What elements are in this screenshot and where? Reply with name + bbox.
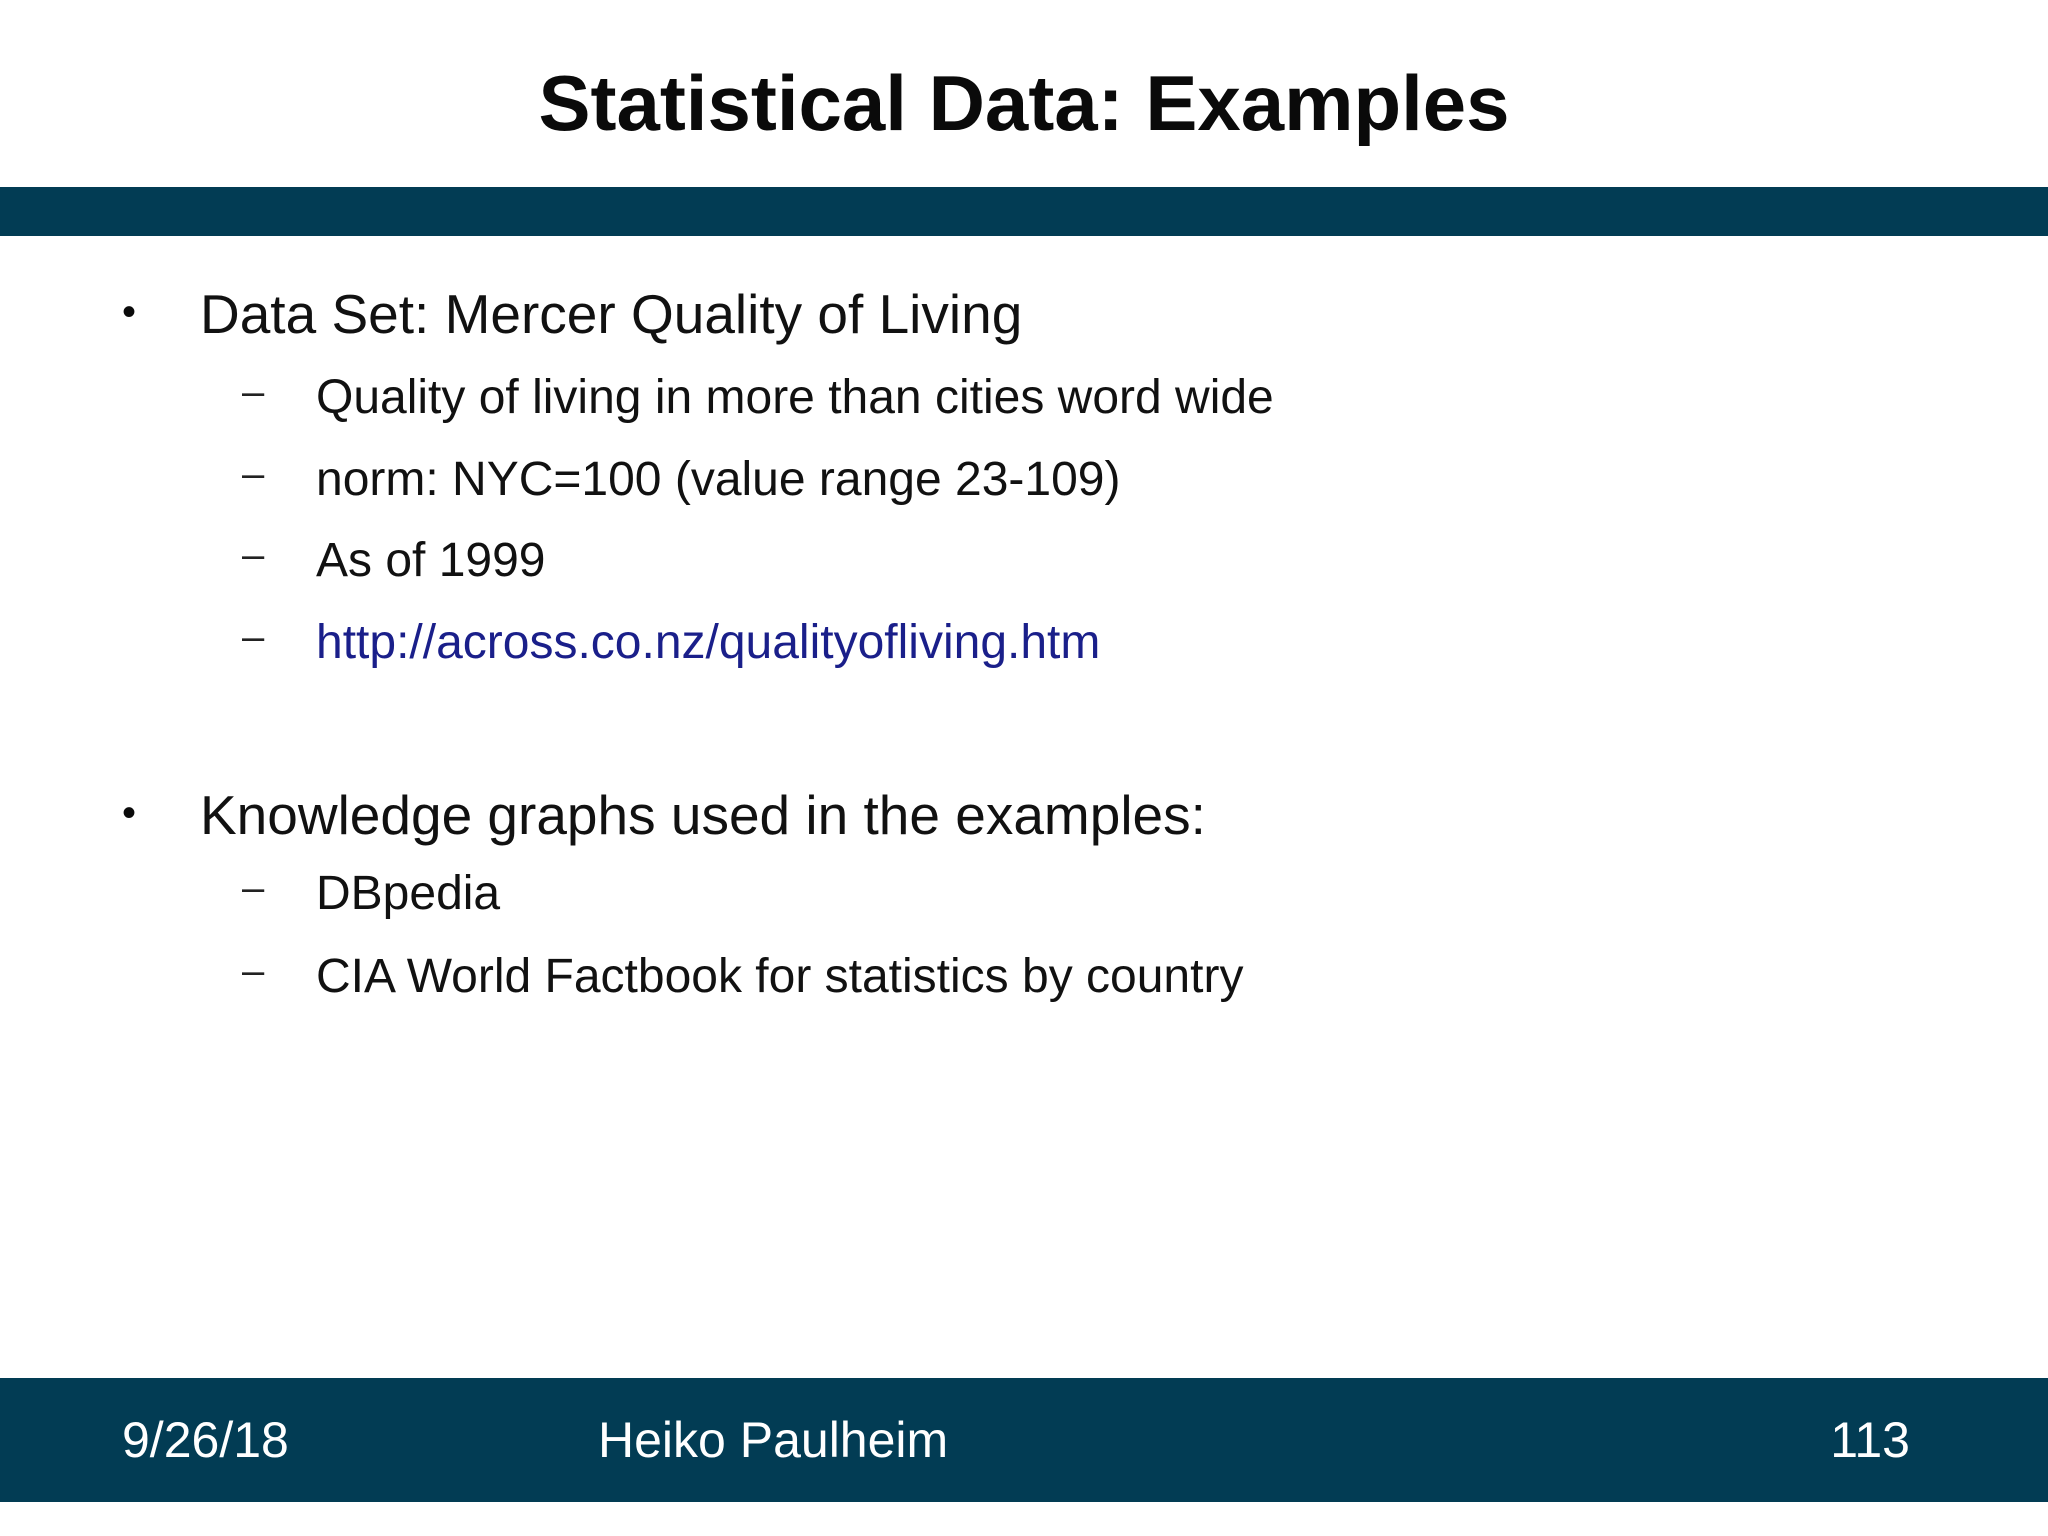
dash-glyph: –: [242, 615, 265, 659]
dataset-link[interactable]: http://across.co.nz/qualityofliving.htm: [316, 616, 1101, 669]
sub-item-text: Quality of living in more than cities word wide: [316, 371, 1274, 424]
dash-glyph: –: [242, 866, 265, 910]
footer-author: Heiko Paulheim: [598, 1412, 949, 1468]
bullet-text: Data Set: Mercer Quality of Living: [200, 283, 1023, 345]
bottom-strip: [0, 1502, 2048, 1536]
sub-item-text: As of 1999: [316, 534, 546, 587]
sub-item-text: CIA World Factbook for statistics by country: [316, 950, 1244, 1003]
sub-item-text: DBpedia: [316, 867, 501, 920]
page-number: 113: [1830, 1412, 1910, 1468]
bullet-glyph: •: [122, 290, 137, 334]
bullet-text: Knowledge graphs used in the examples:: [200, 784, 1206, 846]
footer-bar: [0, 1378, 2048, 1502]
dash-glyph: –: [242, 533, 265, 577]
slide-title: Statistical Data: Examples: [538, 59, 1510, 147]
footer-date: 9/26/18: [122, 1412, 289, 1468]
sub-item-text: norm: NYC=100 (value range 23-109): [316, 453, 1121, 506]
dash-glyph: –: [242, 370, 265, 414]
dash-glyph: –: [242, 949, 265, 993]
dash-glyph: –: [242, 452, 265, 496]
bullet-glyph: •: [122, 791, 137, 835]
